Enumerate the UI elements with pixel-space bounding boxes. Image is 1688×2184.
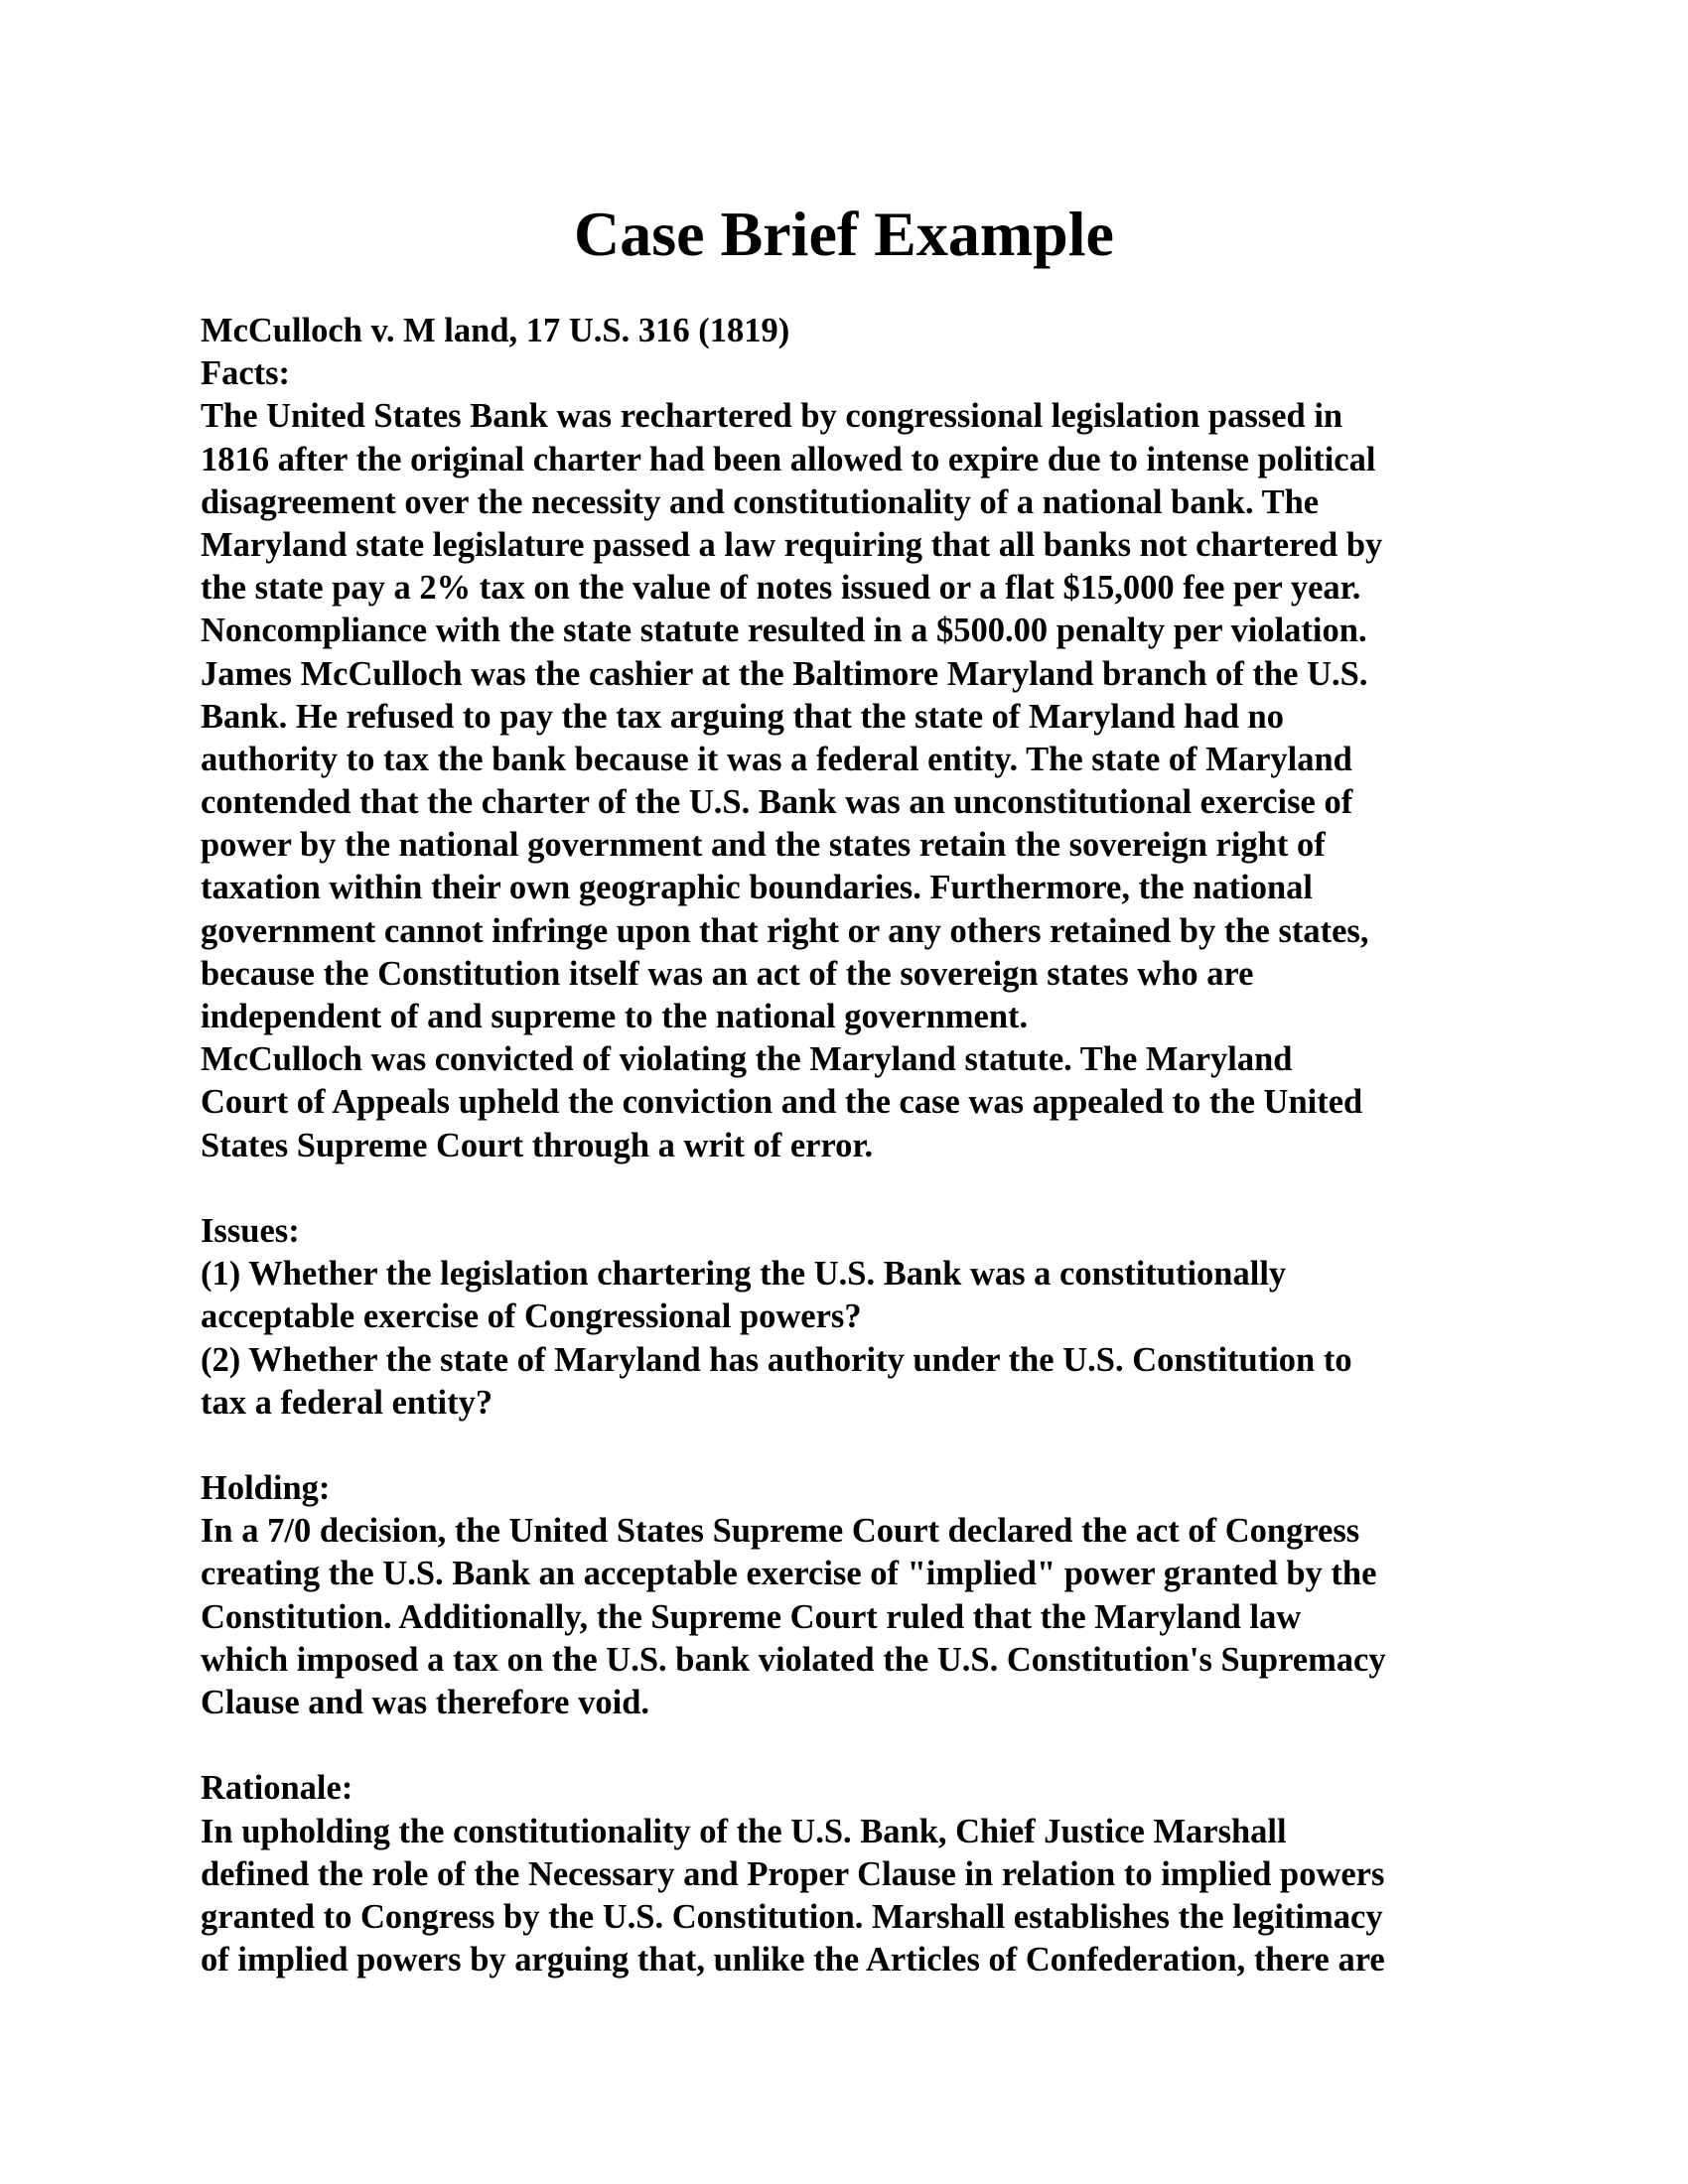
facts-line: Noncompliance with the state statute resulted in a $500.00 penalty per violation. [201,612,1367,650]
rationale-section [201,1811,1511,1982]
facts-line: Bank. He refused to pay the tax arguing that the state of Maryland had no [201,697,1284,736]
facts-section [201,395,1511,1166]
facts-line: McCulloch was convicted of violating the Maryland statute. The Maryland [201,1040,1293,1079]
document-body [201,310,1511,1981]
holding-line: In a 7/0 decision, the United States Supreme Court declared the act of Congress [201,1512,1360,1551]
holding-line: Constitution. Additionally, the Supreme Court ruled that the Maryland law [201,1597,1302,1636]
holding-line: which imposed a tax on the U.S. bank violated the U.S. Constitution's Supremacy [201,1640,1386,1679]
issues-section [201,1253,1511,1425]
rationale-line: defined the role of the Necessary and Proper Clause in relation to implied powers [201,1854,1385,1893]
document-title: Case Brief Example [574,199,1114,269]
facts-line: the state pay a 2% tax on the value of notes issued or a flat $15,000 fee per year. [201,569,1361,608]
rationale-line: granted to Congress by the U.S. Constitution. Marshall establishes the legitimacy [201,1897,1383,1936]
rationale-line: of implied powers by arguing that, unlike the Articles of Confederation, there are [201,1941,1385,1979]
section-spacer [201,1724,1511,1767]
holding-line: creating the U.S. Bank an acceptable exercise of "implied" power granted by the [201,1555,1377,1593]
issues-line: tax a federal entity? [201,1383,493,1422]
holding-section [201,1510,1511,1724]
facts-line: The United States Bank was rechartered by congressional legislation passed in [201,397,1343,436]
facts-heading: Facts: [201,354,291,393]
facts-line: disagreement over the necessity and constitutionality of a national bank. The [201,482,1320,521]
holding-line: Clause and was therefore void. [201,1684,650,1721]
facts-line: taxation within their own geographic boundaries. Furthermore, the national [201,869,1313,907]
issues-heading: Issues: [201,1211,300,1250]
facts-line: independent of and supreme to the national government. [201,998,1029,1035]
rationale-line: In upholding the constitutionality of the U.S. Bank, Chief Justice Marshall [201,1812,1287,1850]
holding-heading: Holding: [201,1469,331,1508]
section-spacer [201,1167,1511,1210]
facts-line: States Supreme Court through a writ of error. [201,1126,874,1164]
facts-line: because the Constitution itself was an act of the sovereign states who are [201,954,1254,993]
issues-line: (2) Whether the state of Maryland has authority under the U.S. Constitution to [201,1340,1352,1379]
facts-line: authority to tax the bank because it was a federal entity. The state of Maryland [201,740,1352,778]
facts-line: power by the national government and the states retain the sovereign right of [201,826,1326,865]
facts-line: government cannot infringe upon that right or any others retained by the states, [201,911,1369,950]
facts-line: Court of Appeals upheld the conviction and the case was appealed to the United [201,1083,1363,1122]
issues-line: (1) Whether the legislation chartering the U.S. Bank was a constitutionally [201,1255,1287,1294]
facts-line: James McCulloch was the cashier at the Baltimore Maryland branch of the U.S. [201,654,1368,693]
case-citation: McCulloch v. M land, 17 U.S. 316 (1819) [201,312,790,349]
issues-line: acceptable exercise of Congressional powers? [201,1297,862,1336]
facts-line: 1816 after the original charter had been allowed to expire due to intense political [201,440,1376,478]
facts-line: contended that the charter of the U.S. Bank was an unconstitutional exercise of [201,783,1353,822]
rationale-heading: Rationale: [201,1769,353,1808]
facts-line: Maryland state legislature passed a law requiring that all banks not chartered by [201,525,1383,564]
section-spacer [201,1425,1511,1467]
